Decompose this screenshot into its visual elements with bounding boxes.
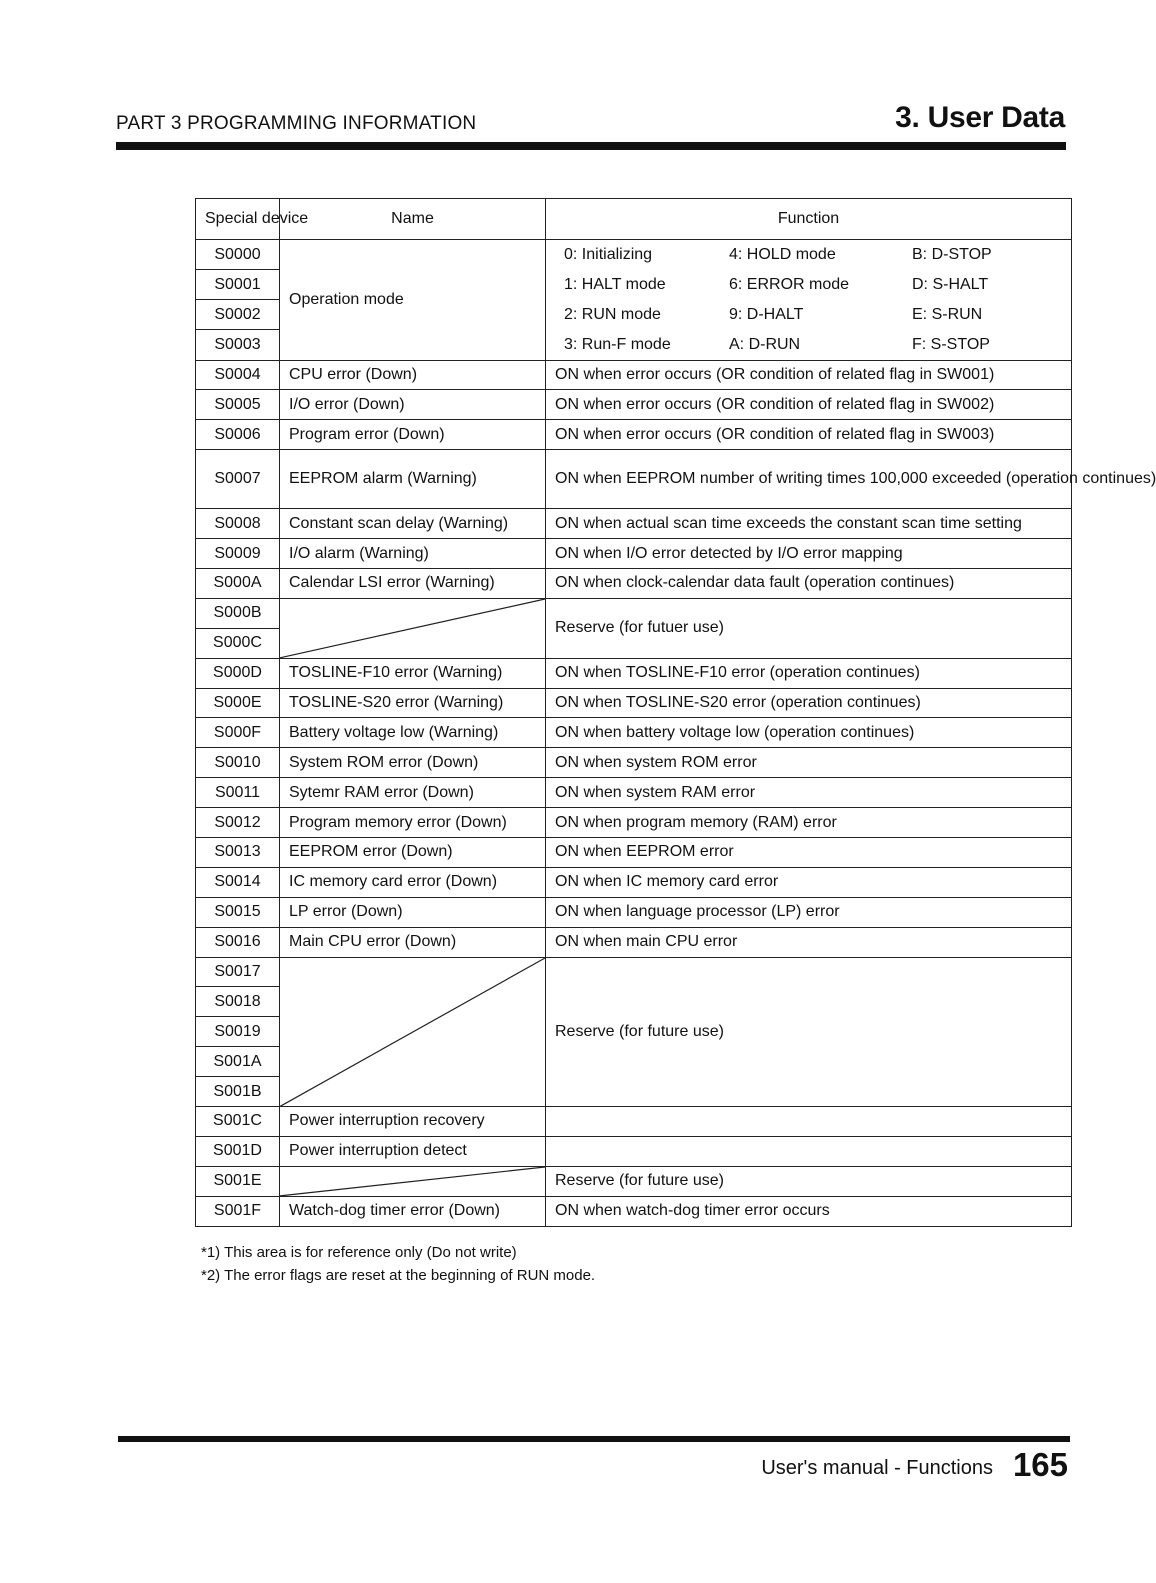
device-code: S001D <box>196 1136 280 1166</box>
name-cell: Program error (Down) <box>280 420 546 450</box>
function-cell: ON when clock-calendar data fault (operation continues) <box>546 569 1072 599</box>
function-cell: Reserve (for future use) <box>546 957 1072 1106</box>
mode-item: A: D-RUN <box>729 335 801 353</box>
name-cell: I/O alarm (Warning) <box>280 539 546 569</box>
name-cell: Program memory error (Down) <box>280 808 546 838</box>
function-cell: Reserve (for futuer use) <box>546 598 1072 658</box>
function-cell: ON when IC memory card error <box>546 867 1072 897</box>
name-cell: I/O error (Down) <box>280 390 546 420</box>
table-row <box>196 658 1072 688</box>
name-cell: Sytemr RAM error (Down) <box>280 778 546 808</box>
device-code: S000B <box>196 598 280 628</box>
name-cell: Watch-dog timer error (Down) <box>280 1196 546 1226</box>
mode-item: 4: HOLD mode <box>729 246 836 263</box>
table-row <box>196 360 1072 390</box>
footer-manual-title: User's manual - Functions <box>761 1457 993 1479</box>
name-cell: Constant scan delay (Warning) <box>280 509 546 539</box>
mode-item: 9: D-HALT <box>729 305 804 323</box>
name-cell: IC memory card error (Down) <box>280 867 546 897</box>
device-code: S0017 <box>196 957 280 987</box>
mode-item: D: S-HALT <box>912 275 989 293</box>
device-code: S001E <box>196 1166 280 1196</box>
device-code: S0014 <box>196 867 280 897</box>
device-code: S0008 <box>196 509 280 539</box>
table-row <box>196 1136 1072 1166</box>
device-code: S001B <box>196 1077 280 1107</box>
diagonal-strike <box>280 599 545 658</box>
name-cell: Power interruption recovery <box>280 1107 546 1137</box>
device-code: S001C <box>196 1107 280 1137</box>
mode-item: 0: Initializing <box>564 246 653 263</box>
function-cell: ON when EEPROM error <box>546 838 1072 868</box>
table-row <box>196 1107 1072 1137</box>
function-cell: ON when system ROM error <box>546 748 1072 778</box>
table-row <box>196 718 1072 748</box>
function-cell: ON when error occurs (OR condition of related flag in SW001) <box>546 360 1072 390</box>
name-cell: CPU error (Down) <box>280 360 546 390</box>
function-cell: ON when watch-dog timer error occurs <box>546 1196 1072 1226</box>
device-code: S0015 <box>196 897 280 927</box>
device-code: S0012 <box>196 808 280 838</box>
mode-item: B: D-STOP <box>912 246 992 263</box>
device-code: S0011 <box>196 778 280 808</box>
table-row <box>196 957 1072 987</box>
function-cell: ON when program memory (RAM) error <box>546 808 1072 838</box>
function-cell: ON when error occurs (OR condition of related flag in SW002) <box>546 390 1072 420</box>
table-row <box>196 1196 1072 1226</box>
diagonal-strike <box>280 958 545 1106</box>
function-cell: ON when error occurs (OR condition of related flag in SW003) <box>546 420 1072 450</box>
function-cell-empty <box>546 1136 1072 1166</box>
table-row <box>196 867 1072 897</box>
device-code: S0018 <box>196 987 280 1017</box>
function-cell-empty <box>546 1107 1072 1137</box>
footer-rule <box>118 1436 1070 1442</box>
function-cell: ON when TOSLINE-F10 error (operation continues) <box>546 658 1072 688</box>
mode-item: 1: HALT mode <box>564 275 666 293</box>
table-row <box>196 1166 1072 1196</box>
device-code: S0010 <box>196 748 280 778</box>
table-row <box>196 509 1072 539</box>
device-code: S000C <box>196 628 280 658</box>
name-cell: EEPROM error (Down) <box>280 838 546 868</box>
table-row <box>196 808 1072 838</box>
name-cell: Calendar LSI error (Warning) <box>280 569 546 599</box>
function-cell: ON when actual scan time exceeds the constant scan time setting <box>546 509 1072 539</box>
name-cell: Battery voltage low (Warning) <box>280 718 546 748</box>
header-name: Name <box>280 199 546 240</box>
section-title: 3. User Data <box>895 101 1065 134</box>
device-code: S000A <box>196 569 280 599</box>
device-code: S0000 <box>196 240 280 270</box>
function-cell: ON when I/O error detected by I/O error mapping <box>546 539 1072 569</box>
table-row <box>196 240 1072 270</box>
function-cell: ON when EEPROM number of writing times 100,000 exceeded (operation continues) <box>546 450 1072 509</box>
operation-mode-list <box>546 240 1072 361</box>
name-cell: LP error (Down) <box>280 897 546 927</box>
table-row <box>196 897 1072 927</box>
device-code: S0002 <box>196 300 280 330</box>
mode-item: 3: Run-F mode <box>564 335 671 353</box>
page-number: 165 <box>1012 1446 1068 1483</box>
table-row <box>196 748 1072 778</box>
name-cell: Main CPU error (Down) <box>280 927 546 957</box>
table-row <box>196 450 1072 509</box>
function-cell: ON when main CPU error <box>546 927 1072 957</box>
device-code: S000E <box>196 688 280 718</box>
table-row <box>196 390 1072 420</box>
device-code: S000D <box>196 658 280 688</box>
table-row <box>196 420 1072 450</box>
device-code: S000F <box>196 718 280 748</box>
footnote: *1) This area is for reference only (Do not write) <box>201 1244 517 1261</box>
table-row <box>196 598 1072 628</box>
table-header-row <box>196 199 1072 240</box>
device-code: S001F <box>196 1196 280 1226</box>
mode-item: F: S-STOP <box>912 335 990 353</box>
part-heading: PART 3 PROGRAMMING INFORMATION <box>116 113 477 134</box>
device-code: S0019 <box>196 1017 280 1047</box>
footnote: *2) The error flags are reset at the beginning of RUN mode. <box>201 1267 596 1284</box>
name-cell: TOSLINE-F10 error (Warning) <box>280 658 546 688</box>
name-cell: System ROM error (Down) <box>280 748 546 778</box>
table-row <box>196 838 1072 868</box>
header-special-device: Special device <box>196 199 280 240</box>
special-device-table <box>195 198 1156 1227</box>
device-code: S0003 <box>196 330 280 360</box>
function-cell: ON when battery voltage low (operation continues) <box>546 718 1072 748</box>
table-row <box>196 569 1072 599</box>
name-cell: TOSLINE-S20 error (Warning) <box>280 688 546 718</box>
device-code: S0013 <box>196 838 280 868</box>
mode-item: 6: ERROR mode <box>729 275 850 293</box>
table-row <box>196 688 1072 718</box>
device-code: S0001 <box>196 270 280 300</box>
function-cell: ON when TOSLINE-S20 error (operation continues) <box>546 688 1072 718</box>
device-code: S0004 <box>196 360 280 390</box>
function-cell: ON when language processor (LP) error <box>546 897 1072 927</box>
device-code: S0007 <box>196 450 280 509</box>
diagonal-strike <box>280 1167 545 1196</box>
function-cell: ON when system RAM error <box>546 778 1072 808</box>
device-code: S0009 <box>196 539 280 569</box>
name-cell: EEPROM alarm (Warning) <box>280 450 546 509</box>
header-function: Function <box>546 199 1072 240</box>
name-cell: Operation mode <box>280 240 546 361</box>
unused-name-cell <box>280 1166 546 1196</box>
unused-name-cell <box>280 957 546 1106</box>
table-row <box>196 539 1072 569</box>
device-code: S0006 <box>196 420 280 450</box>
function-cell: Reserve (for future use) <box>546 1166 1072 1196</box>
table-row <box>196 927 1072 957</box>
device-code: S0005 <box>196 390 280 420</box>
device-code: S0016 <box>196 927 280 957</box>
table-row <box>196 778 1072 808</box>
footnotes <box>201 1241 595 1287</box>
unused-name-cell <box>280 598 546 658</box>
header-rule <box>116 142 1066 150</box>
mode-item: 2: RUN mode <box>564 305 661 323</box>
device-code: S001A <box>196 1047 280 1077</box>
name-cell: Power interruption detect <box>280 1136 546 1166</box>
mode-item: E: S-RUN <box>912 305 983 323</box>
